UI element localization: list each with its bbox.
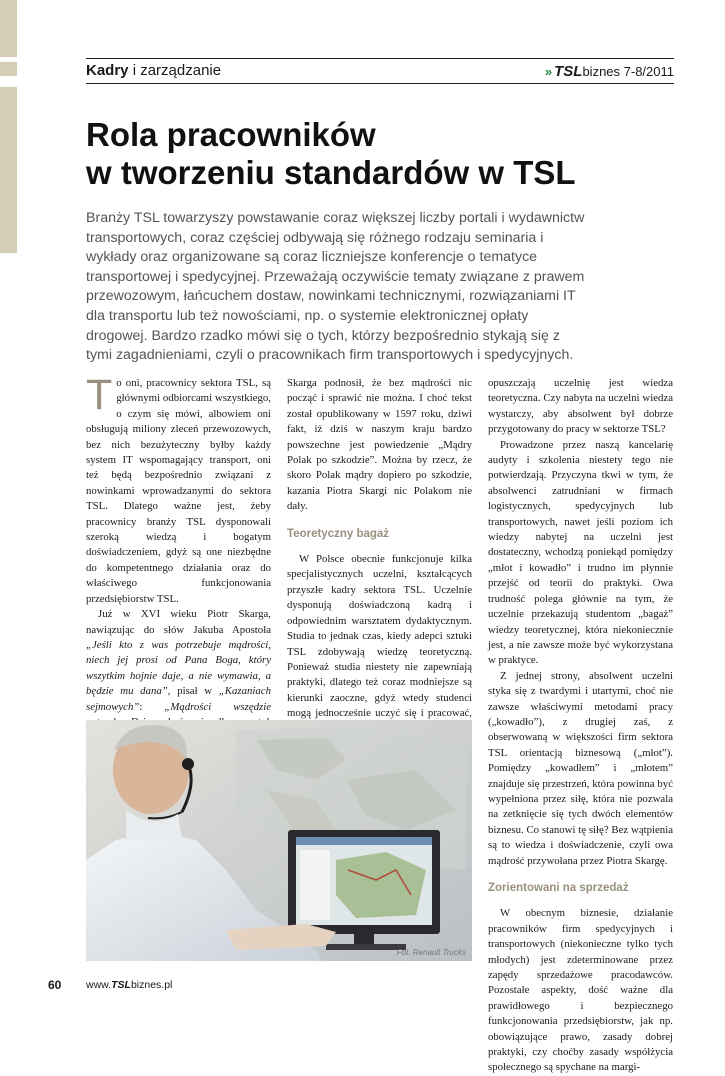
drop-cap: T [86,371,113,419]
edge-tab-top [0,0,17,57]
page-footer [48,978,688,992]
photo-credit: Fot. Renault Trucks [396,948,466,957]
section-label [86,62,221,79]
article-photo [86,720,472,961]
paragraph-text: o oni, pracownicy sektora TSL, są głównymi odbiorcami wszystkiego, o czym się mówi, albowiem oni obsługują miliony zleceń przewozowych, bez nich bezużyteczny byłby każdy system IT wspomagający transport, oni też będą bezpośrednio związani z nowinkami wprowadzanymi do sektora TSL. Dlatego ważne jest, żeby pracownicy branży TSL dysponowali szeroką wiedzą i bogatym doświadczeniem, gdyż są one niezbędne do kompetentnego działania oraz do właściwego funkcjonowania przedsiębiorstw TSL. [86,377,271,605]
url-rest: biznes.pl [130,979,173,991]
subheading: Teoretyczny bagaż [287,527,390,540]
text-column-3 [488,376,673,1076]
magazine-brand [545,63,674,80]
subheading: Zorientowani na sprzedaż [488,882,629,894]
paragraph: W obecnym biznesie, działanie pracowników firm spedycyjnych i transportowych (niekonieczne tylko tych młodych) jest zdeterminowane przez zapędy sprzedażowe pracodawców. Pozostałe aspekty, dość ważne dla prawidłowego i bezpiecznego funkcjonowania przedsiębiorstw, jak np. obowiązujące prawo, zasady dobrej praktyki, czy choćby zasady współżycia społecznego są spychane na margi- [488,907,673,1074]
footer-url [86,979,172,991]
photo-illustration [86,720,472,961]
quote: „Kazaniach sejmowych” [86,685,271,713]
page-number: 60 [48,978,62,992]
article-title [86,116,646,192]
paragraph: Skarga podnosił, że bez mądrości nic począć i sprawić nie można. I choć tekst został opublikowany w 1597 roku, dziwi fakt, iż dziś w naszym kraju bardzo powszechne jest powiedzenie „Mądry Polak po szkodzie”. Można by rzecz, że skoro Polak mądry dopiero po szkodzie, kazania Piotra Skargi nic Polakom nie dały. [287,377,472,513]
page-header [86,58,674,84]
article-lead: Branży TSL towarzyszy powstawanie coraz większej liczby portali i wydawnictw transportowych, coraz częściej odbywają się różnego rodzaju seminaria i wykłady oraz organizowane są coraz liczniejsze konferencje o tematyce transportowej i spedycyjnej. Przeważają oczywiście tematy związane z prawem przewozowym, łańcuchem dostaw, nowinkami technicznymi, rozwiązaniami IT dla transportu lub też nowościami, np. o systemie elektronicznej opłaty drogowej. Bardzo rzadko mówi się o tych, którzy bezpośrednio stykają się z tymi zagadnieniami, czyli o pracownikach firm transportowych i spedycyjnych. [86,210,585,364]
paragraph: W Polsce obecnie funkcjonuje kilka specjalistycznych uczelni, kształcących przyszłe kadry sektora TSL. Uczelnie dysponują doświadczoną kadrą i odpowiednim warsztatem dydaktycznym. Studia to jednak czas, kiedy adepci sztuki TSL zdobywają wiedzę teoretyczną. Ponieważ studia niestety nie zapewniają praktyki, dlatego też coraz modniejsze są kierunki zaoczne, gdyż wtedy studenci mogą jednocześnie uczyć się i pracować, [287,553,472,720]
url-prefix: www. [86,979,112,991]
edge-tab-middle [0,62,17,76]
brand-tsl: TSL [554,63,583,80]
paragraph-text: Już w XVI wieku Piotr Skarga, nawiązując do słów Jakuba Apostoła [86,608,271,636]
title-line-1: Rola pracowników [86,116,376,153]
quote: „Jeśli kto z was potrzebuje mądrości, niech jej prosi od Pana Boga, który wszytkim hojnie daje, a nie wymawia, a będzie mu dana” [86,638,271,698]
paragraph: Prowadzone przez naszą kancelarię audyty i szkolenia niestety tego nie potwierdzają. Przyczyna tkwi w tym, że absolwenci zatrudniani w firmach logistycznych, spedycyjnych lub transportowych, nawet jeśli poziom ich wiedzy nabytej na uczelni jest dostateczny, wchodzą poniekąd pomiędzy „młot i kowadło” i trudno im płynnie przejść od teorii do praktyki. Owa trudność polega głównie na tym, że uczelnie przekazują studentom „bagaż” wiedzy teoretycznej, która niekoniecznie jest, a nie zawsze może być wykorzystana w praktyce. [488,438,673,667]
title-line-2: w tworzeniu standardów w TSL [86,154,576,191]
brand-logo-icon: » [544,64,553,79]
section-label-bold: Kadry [86,62,129,79]
url-tsl: TSL [111,979,131,991]
paragraph-text: , pisał w [167,685,219,698]
brand-issue: biznes 7-8/2011 [582,64,674,79]
paragraph: Z jednej strony, absolwent uczelni styka się z twardymi i utartymi, choć nie zawsze właściwymi metodami pracy („kowadło”), z drugiej zaś, z obserwowaną w większości firm sektora TSL orientacją biznesową („młot”). Pomiędzy „kowadłem” i „młotem” znajduje się przestrzeń, która powinna być wypełniona przez siłę, która nie pozwala na zetknięcie się tych dwóch elementów biznesu. Co stanowi tę siłę? Bez wątpienia są to wiedza i doświadczenie, czyli owa mądrość przywołana przez Piotra Skargę. [488,669,673,867]
edge-tab-bottom [0,87,17,253]
paragraph: opuszczają uczelnię jest wiedza teoretyczna. Czy nabyta na uczelni wiedza wystarczy, aby absolwent był dobrze przygotowany do pracy w sektorze TSL? [488,377,673,436]
paragraph-text: : [139,700,165,713]
paragraph [86,371,271,607]
section-label-rest: i zarządzanie [128,62,222,79]
quote: „Mądrości wszędzie [164,700,272,713]
